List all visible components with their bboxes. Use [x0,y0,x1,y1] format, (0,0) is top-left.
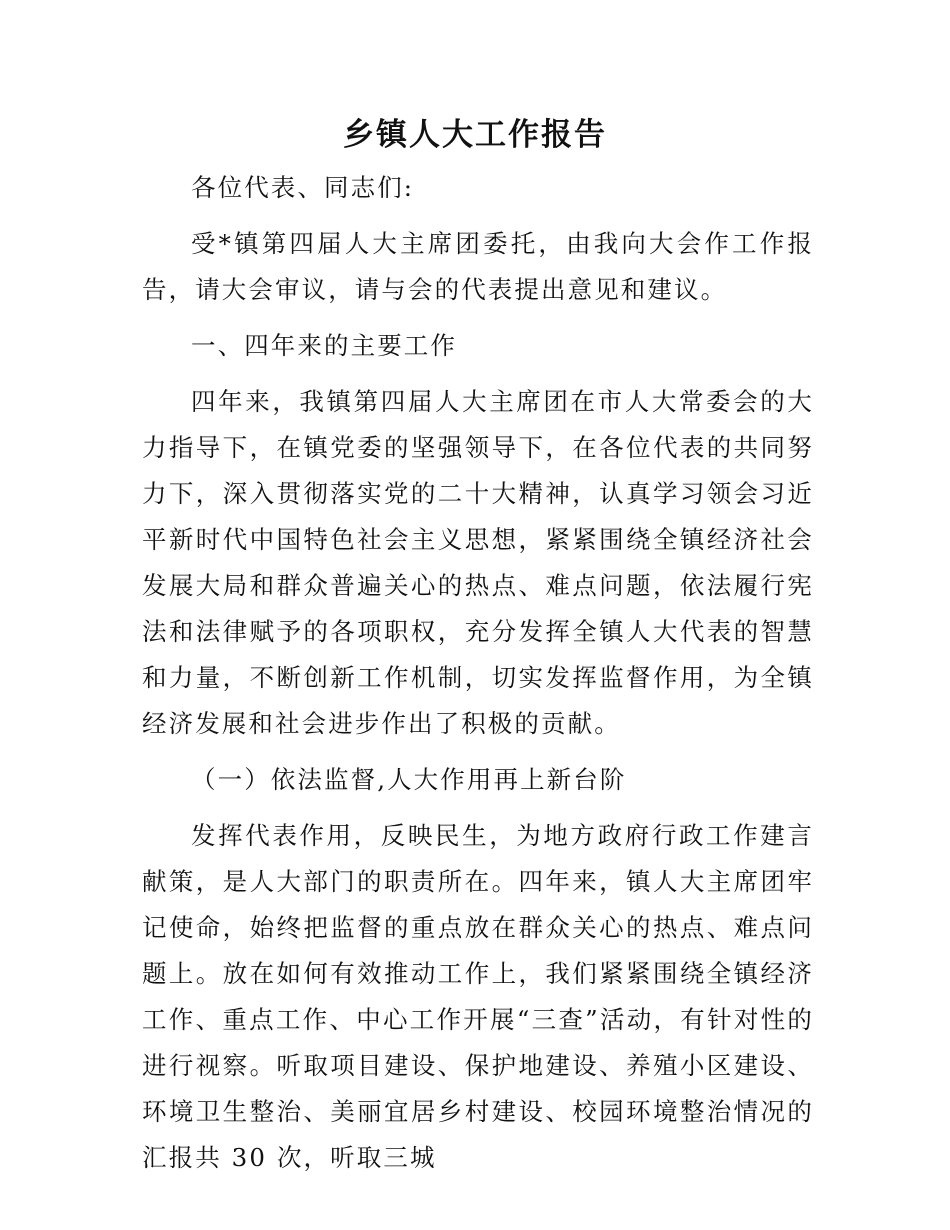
subsection-heading-supervision: （一）依法监督,人大作用再上新台阶 [191,765,627,794]
salutation-paragraph: 各位代表、同志们: [191,173,415,202]
document-title: 乡镇人大工作报告 [343,117,607,153]
supervision-paragraph: 发挥代表作用，反映民生，为地方政府行政工作建言献策，是人大部门的职责所在。四年来，镇人大主席团牢记使命，始终把监督的重点放在群众关心的热点、难点问题上。放在如何有效推动工作上，我们紧紧围绕全镇经济工作、重点工作、中心工作开展“三查”活动，有针对性的进行视察。听取项目建设、保护地建设、养殖小区建设、环境卫生整治、美丽宜居乡村建设、校园环境整治情况的汇报共 30 次，听取三城 [142,821,814,1172]
main-work-paragraph: 四年来，我镇第四届人大主席团在市人大常委会的大力指导下，在镇党委的坚强领导下，在各位代表的共同努力下，深入贯彻落实党的二十大精神，认真学习领会习近平新时代中国特色社会主义思想，紧紧围绕全镇经济社会发展大局和群众普遍关心的热点、难点问题，依法履行宪法和法律赋予的各项职权，充分发挥全镇人大代表的智慧和力量，不断创新工作机制，切实发挥监督作用，为全镇经济发展和社会进步作出了积极的贡献。 [142,387,814,738]
intro-paragraph: 受*镇第四届人大主席团委托，由我向大会作工作报告，请大会审议，请与会的代表提出意见和建议。 [142,229,814,304]
document-body [142,165,814,1191]
section-heading-main-work: 一、四年来的主要工作 [191,331,457,360]
